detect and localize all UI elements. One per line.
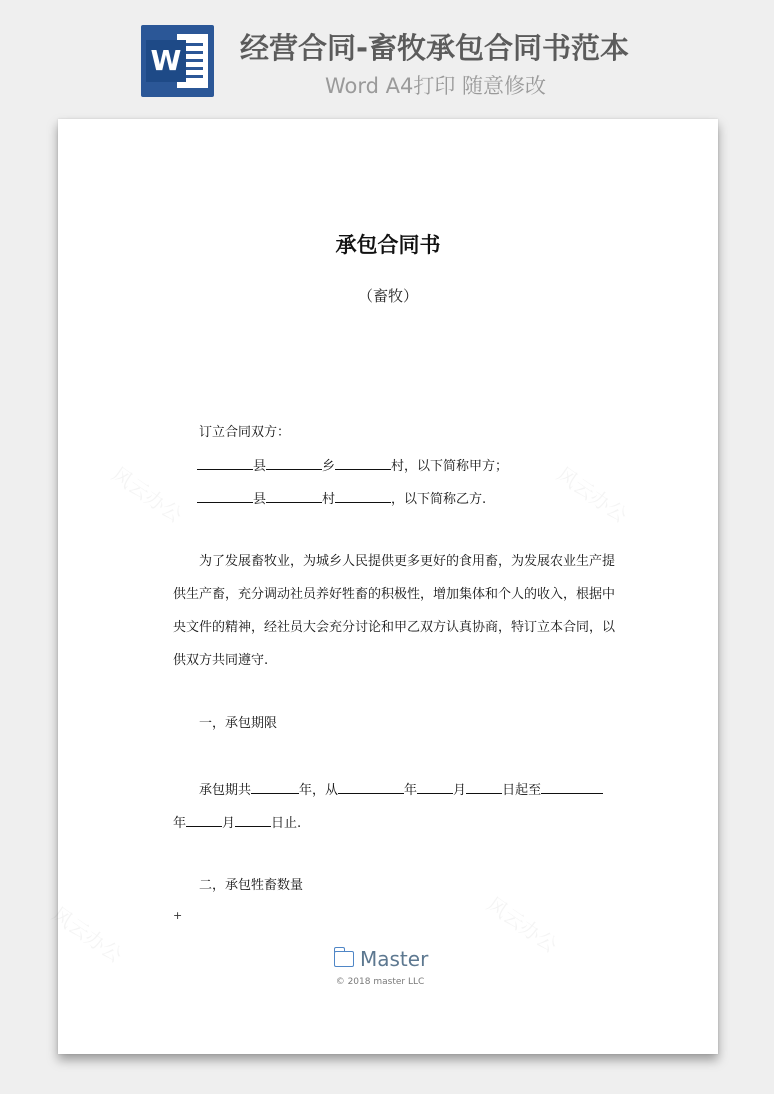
blank-field[interactable]	[235, 813, 271, 827]
party-a-line	[197, 456, 508, 476]
folder-icon	[334, 951, 354, 967]
document-page	[58, 119, 718, 1054]
blank-field[interactable]	[335, 456, 391, 470]
term-prefix: 承包期共	[199, 783, 252, 798]
word-app-icon	[141, 25, 214, 97]
document-title: 承包合同书	[335, 233, 441, 257]
blank-field[interactable]	[338, 780, 404, 794]
blank-field[interactable]	[197, 456, 253, 470]
term-line-1	[199, 780, 603, 800]
watermark	[482, 889, 564, 959]
blank-field[interactable]	[266, 489, 322, 503]
term-month-start: 月	[453, 783, 467, 798]
page-title: 经营合同-畜牧承包合同书范本	[240, 31, 630, 65]
preamble-line: 为了发展畜牧业，为城乡人民提供更多更好的食用畜，为发展农业生产提	[199, 554, 616, 569]
word-icon-letter: W	[146, 40, 186, 82]
party-b-suffix: ，以下简称乙方.	[391, 492, 487, 507]
term-year-end: 年	[173, 816, 187, 831]
blank-field[interactable]	[541, 780, 603, 794]
term-day-from: 日起至	[502, 783, 542, 798]
preamble-line: 供生产畜，充分调动社员养好牲畜的积极性，增加集体和个人的收入，根据中	[173, 587, 616, 602]
watermark	[47, 899, 129, 969]
term-day-end: 日止.	[271, 816, 302, 831]
blank-field[interactable]	[417, 780, 453, 794]
preamble-line: 央文件的精神，经社员大会充分讨论和甲乙双方认真协商，特订立本合同，以	[173, 620, 616, 635]
party-a-township: 乡	[322, 459, 336, 474]
party-b-county: 县	[253, 492, 267, 507]
blank-field[interactable]	[266, 456, 322, 470]
blank-field[interactable]	[251, 780, 299, 794]
blank-field[interactable]	[335, 489, 391, 503]
blank-field[interactable]	[186, 813, 222, 827]
party-a-county: 县	[253, 459, 267, 474]
continuation-mark: +	[173, 909, 183, 922]
watermark	[107, 459, 189, 529]
term-years: 年，从	[299, 783, 339, 798]
brand-name: Master	[360, 947, 429, 971]
party-b-line	[197, 489, 486, 509]
party-b-village: 村	[322, 492, 336, 507]
preamble-line: 供双方共同遵守.	[173, 653, 269, 668]
section-heading-term: 一，承包期限	[199, 716, 278, 731]
party-a-village: 村，以下简称甲方；	[391, 459, 509, 474]
term-month-end: 月	[222, 816, 236, 831]
copyright: © 2018 master LLC	[335, 977, 425, 987]
blank-field[interactable]	[197, 489, 253, 503]
term-year-start: 年	[404, 783, 418, 798]
document-subtitle: （畜牧）	[357, 287, 418, 305]
term-line-2	[173, 813, 301, 833]
watermark	[552, 459, 634, 529]
page-subtitle: Word A4打印 随意修改	[325, 74, 547, 98]
section-heading-livestock: 二，承包牲畜数量	[199, 878, 304, 893]
parties-intro: 订立合同双方：	[199, 425, 291, 440]
blank-field[interactable]	[466, 780, 502, 794]
